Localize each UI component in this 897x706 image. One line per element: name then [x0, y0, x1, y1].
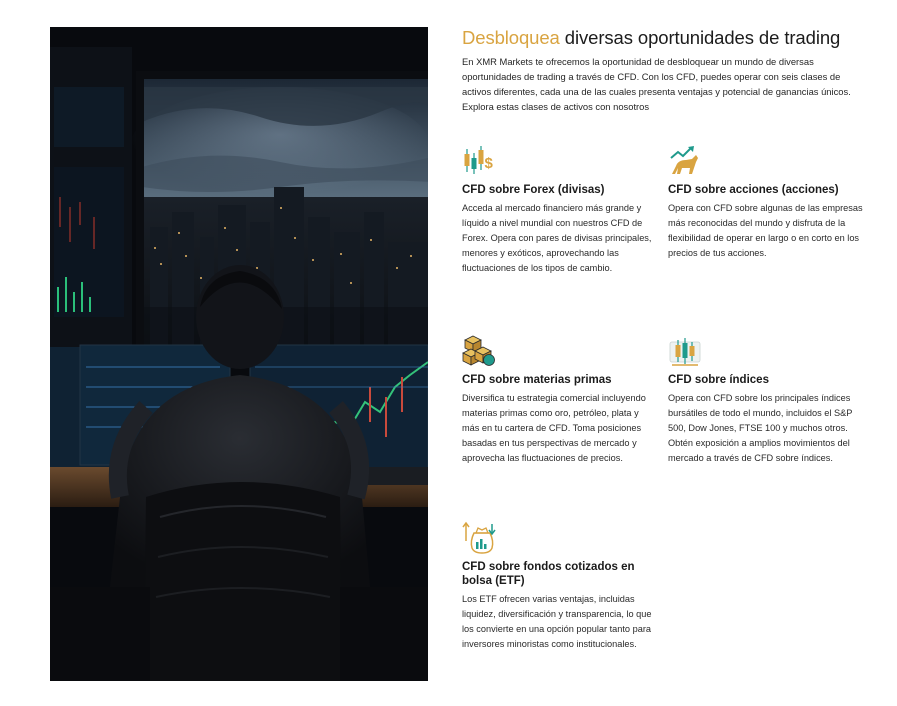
card-etf	[462, 521, 654, 652]
card-indices-body: Opera con CFD sobre los principales índices bursátiles de todo el mundo, incluidos el S&P 500, Dow Jones, FTSE 100 y muchos otros. Obtén exposición a amplios movimientos del mercado a través de CFD sobre índices.	[668, 393, 853, 463]
section-title-rest: diversas oportunidades de trading	[559, 27, 841, 48]
card-indices-title: CFD sobre índices	[668, 374, 769, 386]
commodity-boxes-icon	[462, 334, 496, 368]
card-commodities-title: CFD sobre materias primas	[462, 374, 612, 386]
index-candles-icon	[668, 334, 702, 368]
hero-trader-image	[50, 27, 428, 681]
card-etf-body: Los ETF ofrecen varias ventajas, incluidas liquidez, diversificación y transparencia, lo que los convierte en una opción popular tanto para inversores minoristas como institucionales.	[462, 594, 652, 649]
card-stocks-body: Opera con CFD sobre algunas de las empresas más reconocidas del mundo y disfruta de la flexibilidad de operar en largo o en corto en los precios de tus acciones.	[668, 203, 863, 258]
card-forex-body: Acceda al mercado financiero más grande y líquido a nivel mundial con nuestros CFD de Forex. Opera con pares de divisas principales, menores y exóticos, aprovechando las fluctuaciones de los tipos de cambio.	[462, 203, 652, 273]
card-stocks	[668, 144, 864, 261]
card-forex	[462, 144, 658, 276]
svg-text:$: $	[484, 155, 493, 172]
card-commodities	[462, 334, 658, 466]
trader-at-window-illustration	[50, 27, 428, 681]
bull-trend-arrow-icon	[668, 144, 702, 178]
intro-section	[462, 27, 862, 114]
card-stocks-title: CFD sobre acciones (acciones)	[668, 184, 839, 196]
forex-candles-dollar-icon	[462, 144, 496, 178]
card-etf-title: CFD sobre fondos cotizados en bolsa (ETF)	[462, 561, 635, 587]
etf-fund-bag-icon	[462, 521, 496, 555]
card-indices	[668, 334, 864, 466]
card-forex-title: CFD sobre Forex (divisas)	[462, 184, 605, 196]
section-title	[462, 27, 862, 49]
section-intro: En XMR Markets te ofrecemos la oportunidad de desbloquear un mundo de diversas oportunidades de trading a través de CFD. Con los CFD, puedes operar con seis clases de activos diferentes, cada una de las cuales presenta ventajas y potencial de ganancias únicos. Explora estas clases de activos con nosotros	[462, 56, 851, 112]
section-title-accent: Desbloquea	[462, 27, 560, 48]
card-commodities-body: Diversifica tu estrategia comercial incluyendo materias primas como oro, petróleo, plata y más en tu cartera de CFD. Toma posiciones basadas en tus perspectivas de mercado y aprovecha las fluctuaciones de precios.	[462, 393, 646, 463]
